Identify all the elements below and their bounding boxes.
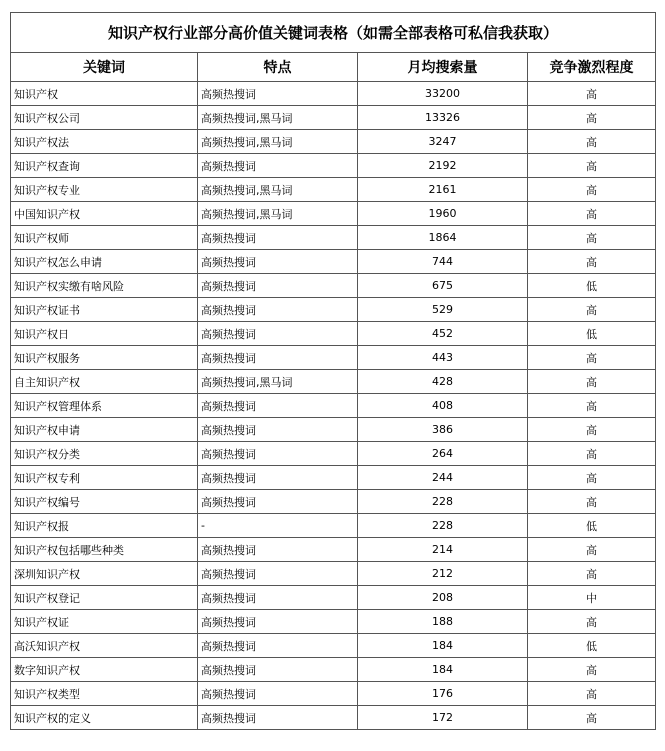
monthly-volume-cell: 188 <box>358 610 528 634</box>
table-row <box>11 370 656 394</box>
monthly-volume-cell: 386 <box>358 418 528 442</box>
keyword-cell: 知识产权日 <box>11 322 198 346</box>
table-row <box>11 466 656 490</box>
feature-cell: 高频热搜词 <box>198 442 358 466</box>
table-row <box>11 202 656 226</box>
monthly-volume-cell: 184 <box>358 658 528 682</box>
table-row <box>11 322 656 346</box>
keyword-table <box>10 12 656 730</box>
monthly-volume-cell: 33200 <box>358 82 528 106</box>
feature-cell: 高频热搜词 <box>198 394 358 418</box>
table-row <box>11 538 656 562</box>
keyword-cell: 知识产权登记 <box>11 586 198 610</box>
monthly-volume-cell: 443 <box>358 346 528 370</box>
keyword-cell: 知识产权专利 <box>11 466 198 490</box>
table-row <box>11 394 656 418</box>
competition-cell: 高 <box>528 154 656 178</box>
feature-cell: - <box>198 514 358 538</box>
monthly-volume-cell: 13326 <box>358 106 528 130</box>
table-row <box>11 106 656 130</box>
competition-cell: 高 <box>528 346 656 370</box>
feature-cell: 高频热搜词 <box>198 82 358 106</box>
monthly-volume-cell: 408 <box>358 394 528 418</box>
table-row <box>11 490 656 514</box>
competition-cell: 高 <box>528 418 656 442</box>
feature-cell: 高频热搜词 <box>198 466 358 490</box>
competition-cell: 高 <box>528 226 656 250</box>
competition-cell: 高 <box>528 706 656 730</box>
feature-cell: 高频热搜词,黑马词 <box>198 370 358 394</box>
table-row <box>11 154 656 178</box>
competition-cell: 高 <box>528 106 656 130</box>
table-row <box>11 178 656 202</box>
competition-cell: 高 <box>528 562 656 586</box>
keyword-cell: 知识产权服务 <box>11 346 198 370</box>
table-title: 知识产权行业部分高价值关键词表格（如需全部表格可私信我获取） <box>11 13 656 53</box>
monthly-volume-cell: 675 <box>358 274 528 298</box>
feature-cell: 高频热搜词 <box>198 250 358 274</box>
feature-cell: 高频热搜词 <box>198 634 358 658</box>
competition-cell: 高 <box>528 538 656 562</box>
monthly-volume-cell: 1864 <box>358 226 528 250</box>
competition-cell: 中 <box>528 586 656 610</box>
feature-cell: 高频热搜词,黑马词 <box>198 178 358 202</box>
competition-cell: 高 <box>528 298 656 322</box>
table-row <box>11 418 656 442</box>
table-row <box>11 610 656 634</box>
keyword-cell: 知识产权证书 <box>11 298 198 322</box>
keyword-cell: 数字知识产权 <box>11 658 198 682</box>
table-row <box>11 682 656 706</box>
competition-cell: 低 <box>528 514 656 538</box>
feature-cell: 高频热搜词 <box>198 322 358 346</box>
competition-cell: 高 <box>528 682 656 706</box>
competition-cell: 高 <box>528 610 656 634</box>
monthly-volume-cell: 212 <box>358 562 528 586</box>
keyword-cell: 知识产权怎么申请 <box>11 250 198 274</box>
column-header-keyword: 关键词 <box>11 53 198 82</box>
feature-cell: 高频热搜词 <box>198 538 358 562</box>
table-row <box>11 562 656 586</box>
keyword-cell: 知识产权的定义 <box>11 706 198 730</box>
table-row <box>11 442 656 466</box>
monthly-volume-cell: 529 <box>358 298 528 322</box>
monthly-volume-cell: 172 <box>358 706 528 730</box>
feature-cell: 高频热搜词,黑马词 <box>198 106 358 130</box>
keyword-cell: 深圳知识产权 <box>11 562 198 586</box>
keyword-cell: 知识产权编号 <box>11 490 198 514</box>
keyword-cell: 中国知识产权 <box>11 202 198 226</box>
feature-cell: 高频热搜词 <box>198 658 358 682</box>
monthly-volume-cell: 2161 <box>358 178 528 202</box>
keyword-cell: 知识产权查询 <box>11 154 198 178</box>
table-row <box>11 298 656 322</box>
monthly-volume-cell: 3247 <box>358 130 528 154</box>
monthly-volume-cell: 184 <box>358 634 528 658</box>
monthly-volume-cell: 244 <box>358 466 528 490</box>
monthly-volume-cell: 428 <box>358 370 528 394</box>
feature-cell: 高频热搜词,黑马词 <box>198 202 358 226</box>
competition-cell: 高 <box>528 394 656 418</box>
feature-cell: 高频热搜词 <box>198 274 358 298</box>
competition-cell: 高 <box>528 202 656 226</box>
keyword-cell: 知识产权报 <box>11 514 198 538</box>
title-row <box>11 13 656 53</box>
feature-cell: 高频热搜词 <box>198 610 358 634</box>
monthly-volume-cell: 1960 <box>358 202 528 226</box>
keyword-cell: 知识产权 <box>11 82 198 106</box>
feature-cell: 高频热搜词 <box>198 298 358 322</box>
keyword-cell: 知识产权类型 <box>11 682 198 706</box>
table-row <box>11 514 656 538</box>
table-row <box>11 82 656 106</box>
competition-cell: 高 <box>528 370 656 394</box>
competition-cell: 高 <box>528 82 656 106</box>
keyword-cell: 知识产权实缴有啥风险 <box>11 274 198 298</box>
competition-cell: 低 <box>528 322 656 346</box>
monthly-volume-cell: 228 <box>358 490 528 514</box>
monthly-volume-cell: 214 <box>358 538 528 562</box>
keyword-cell: 知识产权证 <box>11 610 198 634</box>
keyword-cell: 知识产权师 <box>11 226 198 250</box>
keyword-cell: 知识产权公司 <box>11 106 198 130</box>
header-row <box>11 53 656 82</box>
monthly-volume-cell: 208 <box>358 586 528 610</box>
table-row <box>11 130 656 154</box>
keyword-cell: 自主知识产权 <box>11 370 198 394</box>
competition-cell: 低 <box>528 274 656 298</box>
competition-cell: 低 <box>528 634 656 658</box>
feature-cell: 高频热搜词,黑马词 <box>198 130 358 154</box>
monthly-volume-cell: 176 <box>358 682 528 706</box>
feature-cell: 高频热搜词 <box>198 706 358 730</box>
table-row <box>11 586 656 610</box>
table-row <box>11 250 656 274</box>
table-row <box>11 706 656 730</box>
column-header-monthly-volume: 月均搜索量 <box>358 53 528 82</box>
feature-cell: 高频热搜词 <box>198 418 358 442</box>
monthly-volume-cell: 228 <box>358 514 528 538</box>
competition-cell: 高 <box>528 130 656 154</box>
keyword-cell: 高沃知识产权 <box>11 634 198 658</box>
feature-cell: 高频热搜词 <box>198 562 358 586</box>
table-row <box>11 634 656 658</box>
keyword-cell: 知识产权法 <box>11 130 198 154</box>
competition-cell: 高 <box>528 442 656 466</box>
monthly-volume-cell: 452 <box>358 322 528 346</box>
competition-cell: 高 <box>528 250 656 274</box>
competition-cell: 高 <box>528 466 656 490</box>
keyword-cell: 知识产权专业 <box>11 178 198 202</box>
competition-cell: 高 <box>528 490 656 514</box>
monthly-volume-cell: 264 <box>358 442 528 466</box>
monthly-volume-cell: 744 <box>358 250 528 274</box>
feature-cell: 高频热搜词 <box>198 226 358 250</box>
feature-cell: 高频热搜词 <box>198 154 358 178</box>
keyword-cell: 知识产权分类 <box>11 442 198 466</box>
table-row <box>11 226 656 250</box>
table-row <box>11 346 656 370</box>
table-row <box>11 658 656 682</box>
keyword-cell: 知识产权申请 <box>11 418 198 442</box>
column-header-competition: 竞争激烈程度 <box>528 53 656 82</box>
monthly-volume-cell: 2192 <box>358 154 528 178</box>
column-header-feature: 特点 <box>198 53 358 82</box>
competition-cell: 高 <box>528 658 656 682</box>
feature-cell: 高频热搜词 <box>198 586 358 610</box>
competition-cell: 高 <box>528 178 656 202</box>
feature-cell: 高频热搜词 <box>198 490 358 514</box>
table-row <box>11 274 656 298</box>
keyword-cell: 知识产权管理体系 <box>11 394 198 418</box>
feature-cell: 高频热搜词 <box>198 682 358 706</box>
feature-cell: 高频热搜词 <box>198 346 358 370</box>
keyword-cell: 知识产权包括哪些种类 <box>11 538 198 562</box>
